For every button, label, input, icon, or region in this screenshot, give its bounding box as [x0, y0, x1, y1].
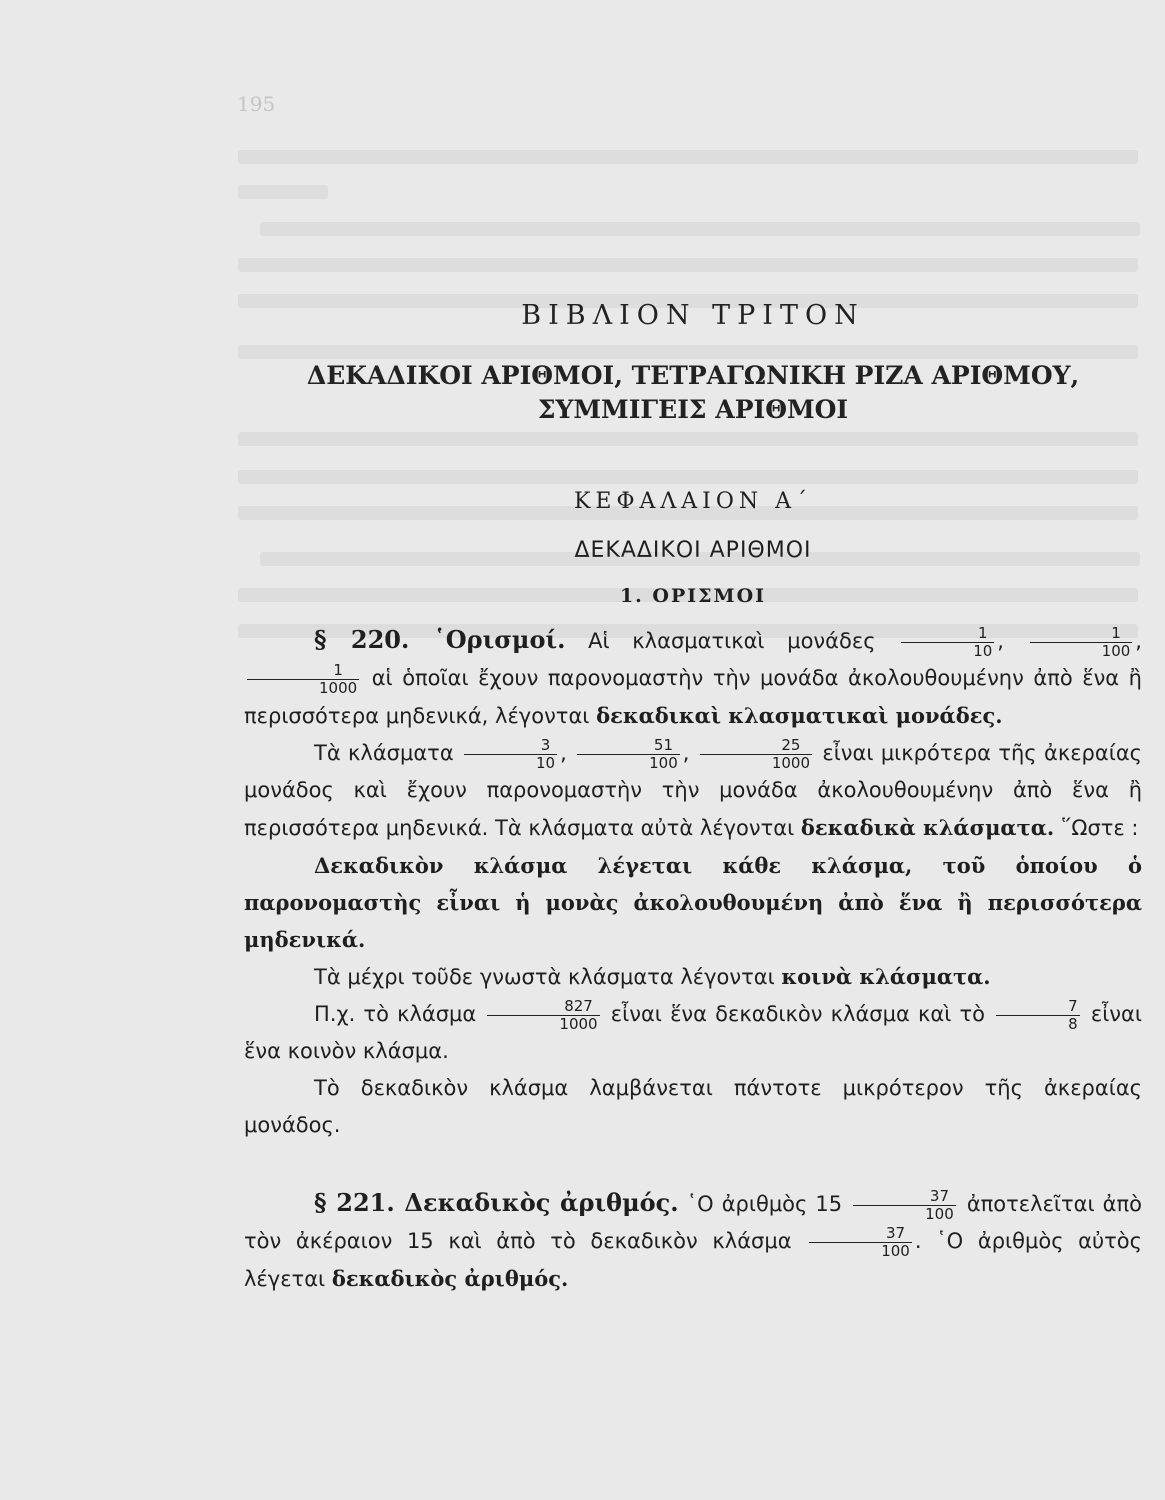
denominator: 1000: [559, 1014, 598, 1033]
numerator: 1: [247, 662, 359, 680]
numerator: 51: [577, 737, 680, 755]
definition: Δεκαδικὸν κλάσμα λέγεται κάθε κλάσμα, τοῦ ὁποίου ὁ παρονομαστὴς εἶναι ἡ μονὰς ἀκολουθουμένη ἀπὸ ἕνα ἢ περισσότερα μηδενικά.: [244, 853, 1142, 952]
text: Τὰ μέχρι τοῦδε γνωστὰ κλάσματα λέγονται: [314, 965, 775, 989]
text: . ῾Ο ἀριθμὸς αὐτὸς λέγεται: [244, 1229, 1142, 1291]
denominator: 10: [536, 753, 556, 772]
text: εἶναι μικρότερα τῆς ἀκεραίας μονάδος καὶ ἔχουν παρονομαστὴν τὴν μονάδα ἀκολουθουμένην ἀπὸ ἕνα ἢ περισσότερα μηδενικά. Τὰ κλάσματα αὐτὰ λέγονται: [244, 741, 1142, 840]
denominator: 100: [649, 753, 678, 772]
paragraph-220-fractions: Τὰ κλάσματα $\frac{3}{10}$ , $\frac{51}{100}$ , $\frac{25}{1000}$ εἶναι μικρότερα τῆς ἀκεραίας μονάδος καὶ ἔχουν παρονομαστὴν τὴν μονάδα ἀκολουθουμένην ἀπὸ ἕνα ἢ περισσότερα μηδενικά. Τὰ κλάσματα αὐτὰ λέγονται δεκαδικὰ κλάσματα. ῞Ωστε :: [244, 735, 1142, 840]
main-title-line-2: ΣΥΜΜΙΓΕΙΣ ΑΡΙΘΜΟΙ: [537, 395, 849, 424]
text: ἀποτελεῖται ἀπὸ τὸν ἀκέραιον 15 καὶ ἀπὸ τὸ δεκαδικὸν κλάσμα: [244, 1192, 1142, 1253]
fraction: [809, 1225, 912, 1260]
paragraph-220-intro: § 220. ῾Ορισμοί. Αἱ κλασματικαὶ μονάδες $\frac{1}{10}$ , $\frac{1}{100}$ , $\frac{1}{1000}$ αἱ ὁποῖαι ἔχουν παρονομαστὴν τὴν μονάδα ἀκολουθουμένην ἀπὸ ἕνα ἢ περισσότερα μηδενικά, λέγονται δεκαδικαὶ κλασματικαὶ μονάδες.: [244, 623, 1142, 728]
text: εἶναι ἕνα κοινὸν κλάσμα.: [244, 1002, 1142, 1063]
denominator: 1000: [771, 753, 810, 772]
numerator: 1: [1030, 625, 1133, 643]
numerator: 7: [996, 998, 1080, 1016]
term-common-fractions: κοινὰ κλάσματα.: [781, 964, 991, 989]
page-content: [244, 300, 1142, 1298]
denominator: 100: [881, 1241, 910, 1260]
fraction: [247, 662, 359, 697]
paragraph-common-fractions: [244, 958, 1142, 996]
section-title: 1. ΟΡΙΣΜΟΙ: [619, 585, 767, 607]
fraction: [901, 625, 994, 660]
numerator: 1: [901, 625, 994, 643]
fraction: [853, 1188, 956, 1223]
denominator: 10: [973, 641, 993, 660]
numerator: 827: [487, 998, 599, 1016]
paragraph-example: [244, 996, 1142, 1070]
paragraph-less-than-one: Τὸ δεκαδικὸν κλάσμα λαμβάνεται πάντοτε μικρότερον τῆς ἀκεραίας μονάδος.: [244, 1076, 1142, 1137]
numerator: 3: [464, 737, 557, 755]
numerator: 25: [700, 737, 812, 755]
text: ῞Ωστε :: [1060, 816, 1139, 840]
paragraph-220-heading: § 220. ῾Ορισμοί.: [314, 625, 566, 654]
text: ῾Ο ἀριθμὸς 15: [686, 1192, 843, 1216]
denominator: 100: [1101, 641, 1131, 660]
denominator: 8: [1068, 1014, 1078, 1033]
text: Π.χ. τὸ κλάσμα: [314, 1002, 477, 1026]
denominator: 1000: [319, 678, 358, 697]
text: Τὰ κλάσματα: [314, 741, 454, 765]
chapter-heading: ΚΕΦΑΛΑΙΟΝ Α΄: [573, 489, 813, 514]
fraction: [487, 998, 599, 1033]
page-number: 195: [237, 92, 276, 116]
main-title: [244, 359, 1142, 427]
denominator: 100: [925, 1204, 954, 1223]
text: αἱ ὁποῖαι ἔχουν παρονομαστὴν τὴν μονάδα ἀκολουθουμένην ἀπὸ ἕνα ἢ περισσότερα μηδενικά, λέγονται: [244, 666, 1142, 728]
book-title: ΒΙΒΛΙΟΝ ΤΡΙΤΟΝ: [521, 300, 865, 331]
numerator: 37: [853, 1188, 956, 1206]
numerator: 37: [809, 1225, 912, 1243]
main-title-line-1: ΔΕΚΑΔΙΚΟΙ ΑΡΙΘΜΟΙ, ΤΕΤΡΑΓΩΝΙΚΗ ΡΙΖΑ ΑΡΙΘΜΟΥ,: [306, 361, 1080, 390]
term-decimal-number: δεκαδικὸς ἀριθμός.: [331, 1266, 569, 1291]
fraction: [996, 998, 1080, 1033]
paragraph-221-heading: § 221. Δεκαδικὸς ἀριθμός.: [314, 1188, 679, 1217]
term-decimal-units: δεκαδικαὶ κλασματικαὶ μονάδες.: [596, 703, 1003, 728]
paragraph-221: [244, 1184, 1142, 1298]
fraction: [1030, 625, 1133, 660]
fraction: [577, 737, 680, 772]
text: Αἱ κλασματικαὶ μονάδες: [588, 629, 876, 653]
fraction: [700, 737, 812, 772]
text: εἶναι ἕνα δεκαδικὸν κλάσμα καὶ τὸ: [610, 1002, 985, 1026]
fraction: [464, 737, 557, 772]
term-decimal-fractions: δεκαδικὰ κλάσματα.: [800, 815, 1055, 840]
chapter-subtitle: ΔΕΚΑΔΙΚΟΙ ΑΡΙΘΜΟΙ: [574, 538, 812, 563]
spacer: [244, 1144, 1142, 1184]
